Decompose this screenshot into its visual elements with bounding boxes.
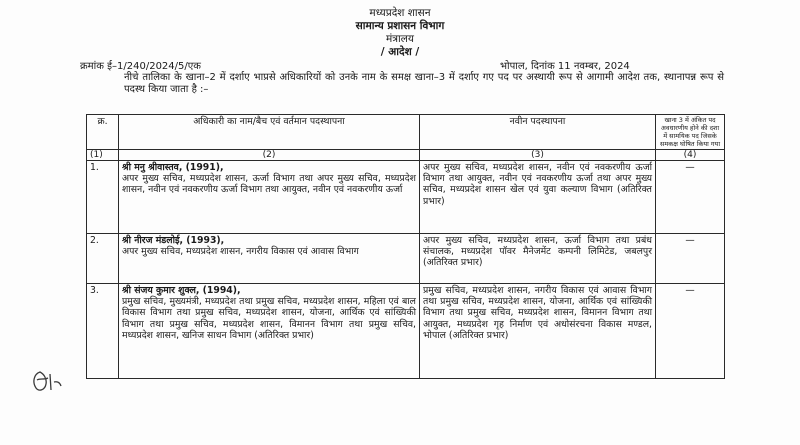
col-header-serial: क्र. [87, 115, 119, 150]
order-date: भोपाल, दिनांक 11 नवम्बर, 2024 [500, 61, 630, 72]
current-posting: प्रमुख सचिव, मुख्यमंत्री, मध्यप्रदेश तथा प्रमुख सचिव, मध्यप्रदेश शासन, महिला एवं बाल विकास विभाग तथा प्रमुख सचिव, मध्यप्रदेश शासन, योजना, आर्थिक एवं सांख्यिकी विभाग तथा प्रमुख सचिव, मध्यप्रदेश शासन, विमानन विभाग तथा प्रमुख सचिव, मध्यप्रदेश शासन, खनिज साधन विभाग (अतिरिक्त प्रभार) [122, 296, 416, 341]
remark-cell: — [656, 234, 725, 284]
officer-name: श्री संजय कुमार शुक्ल, (1994), [122, 285, 241, 296]
row-serial: 1. [87, 161, 119, 234]
col-header-remark: खाना 3 में अंकित पद अवधारणीय होने की दशा में सामयिक पद जिसके समकक्ष घोषित किया गया [656, 115, 725, 150]
remark-cell: — [656, 161, 725, 234]
col-number-4: (4) [656, 150, 725, 161]
handwritten-initials [30, 368, 64, 394]
officer-cell [119, 234, 420, 284]
table-header-row [87, 115, 725, 150]
current-posting: अपर मुख्य सचिव, मध्यप्रदेश शासन, ऊर्जा विभाग तथा अपर मुख्य सचिव, मध्यप्रदेश शासन, नवीन एवं नवकरणीय ऊर्जा विभाग तथा आयुक्त, नवीन एवं नवकरणीय ऊर्जा [122, 173, 416, 196]
col-number-2: (2) [119, 150, 420, 161]
current-posting: अपर मुख्य सचिव, मध्यप्रदेश शासन, नगरीय विकास एवं आवास विभाग [122, 246, 359, 258]
department-heading: सामान्य प्रशासन विभाग [355, 20, 445, 32]
col-number-1: (1) [87, 150, 119, 161]
row-serial: 3. [87, 284, 119, 379]
table-row [87, 161, 725, 234]
order-title: / आदेश / [380, 46, 420, 58]
secretariat-heading: मंत्रालय [385, 33, 414, 45]
new-posting: प्रमुख सचिव, मध्यप्रदेश शासन, नगरीय विकास एवं आवास विभाग तथा प्रमुख सचिव, मध्यप्रदेश शासन, योजना, आर्थिक एवं सांख्यिकी विभाग तथा प्रमुख सचिव, मध्यप्रदेश शासन, विमानन विभाग तथा आयुक्त, मध्यप्रदेश गृह निर्माण एवं अधोसंरचना विकास मण्डल, भोपाल (अतिरिक्त प्रभार) [420, 284, 656, 379]
col-header-officer: अधिकारी का नाम/बैच एवं वर्तमान पदस्थापना [119, 115, 420, 150]
intro-paragraph: नीचे तालिका के खाना–2 में दर्शाए भाप्रसे अधिकारियों को उनके नाम के समक्ष खाना–3 में दर्शाए गए पद पर अस्थायी रूप से आगामी आदेश तक, स्थानापन्न रूप से पदस्थ किया जाता है :– [124, 72, 724, 95]
state-government-heading: मध्यप्रदेश शासन [369, 7, 431, 19]
table-row [87, 234, 725, 284]
posting-table [86, 114, 725, 379]
order-number: क्रमांक ई–1/240/2024/5/एक [80, 61, 201, 72]
officer-cell [119, 284, 420, 379]
col-header-new-posting: नवीन पदस्थापना [420, 115, 656, 150]
col-number-3: (3) [420, 150, 656, 161]
row-serial: 2. [87, 234, 119, 284]
officer-cell [119, 161, 420, 234]
new-posting: अपर मुख्य सचिव, मध्यप्रदेश शासन, ऊर्जा विभाग तथा प्रबंध संचालक, मध्यप्रदेश पॉवर मैनेजमेंट कम्पनी लिमिटेड, जबलपुर (अतिरिक्त प्रभार) [420, 234, 656, 284]
column-number-row [87, 150, 725, 161]
officer-name: श्री नीरज मंडलोई, (1993), [122, 235, 225, 246]
officer-name: श्री मनु श्रीवास्तव, (1991), [122, 162, 224, 173]
table-row [87, 284, 725, 379]
remark-cell: — [656, 284, 725, 379]
new-posting: अपर मुख्य सचिव, मध्यप्रदेश शासन, नवीन एवं नवकरणीय ऊर्जा विभाग तथा आयुक्त, नवीन एवं नवकरणीय ऊर्जा तथा अपर मुख्य सचिव, मध्यप्रदेश शासन खेल एवं युवा कल्याण विभाग (अतिरिक्त प्रभार) [420, 161, 656, 234]
